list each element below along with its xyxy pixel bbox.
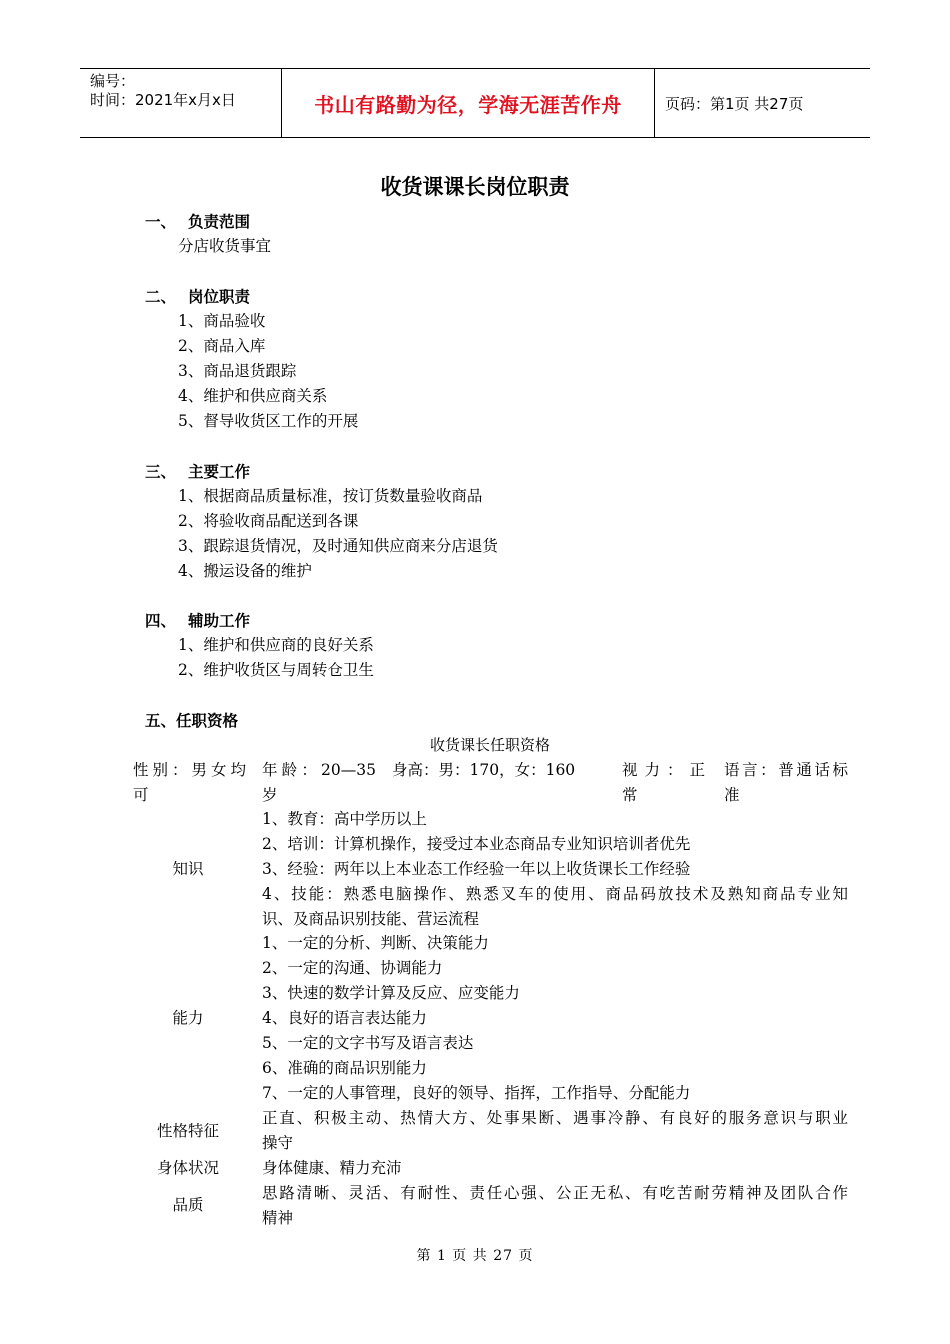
- vision-cell: [622, 758, 705, 808]
- quality-line: 精神: [262, 1209, 294, 1227]
- knowledge-line: 识、及商品识别技能、营运流程: [262, 910, 480, 928]
- vision-line: 常: [622, 786, 638, 804]
- knowledge-content: [262, 807, 848, 932]
- ability-label: 能力: [172, 1009, 204, 1027]
- ability-line: 3、快速的数学计算及反应、应变能力: [262, 984, 520, 1002]
- header-motto: 书山有路勤为径，学海无涯苦作舟: [314, 93, 622, 117]
- gender-cell: [133, 758, 246, 808]
- section-heading: [145, 209, 250, 234]
- table-caption: 收货课长任职资格: [429, 736, 550, 754]
- date-label: 时间：2021年x月x日: [90, 91, 236, 109]
- language-line: 准: [724, 786, 740, 804]
- height-cell: 身高：男：170，女：160: [392, 761, 576, 779]
- quality-line: 思路清晰、灵活、有耐性、责任心强、公正无私、有吃苦耐劳精神及团队合作: [262, 1184, 848, 1202]
- header-left-cell: [90, 72, 236, 110]
- document-header: [80, 68, 870, 138]
- ability-line: 4、良好的语言表达能力: [262, 1009, 427, 1027]
- header-divider: [654, 69, 655, 137]
- section-number: 二、: [145, 287, 177, 306]
- serial-number-label: 编号：: [90, 72, 136, 90]
- knowledge-line: 3、经验：两年以上本业态工作经验一年以上收货课长工作经验: [262, 860, 691, 878]
- knowledge-line: 1、教育：高中学历以上: [262, 810, 427, 828]
- personality-content: [262, 1106, 848, 1156]
- quality-label: 品质: [172, 1196, 204, 1214]
- list-item: 分店收货事宜: [178, 237, 272, 255]
- list-item: 1、根据商品质量标准，按订货数量验收商品: [178, 487, 483, 505]
- section-number: 四、: [145, 611, 177, 630]
- list-item: 2、维护收货区与周转仓卫生: [178, 661, 374, 679]
- knowledge-line: 2、培训：计算机操作，接受过本业态商品专业知识培训者优先: [262, 835, 691, 853]
- ability-line: 2、一定的沟通、协调能力: [262, 959, 443, 977]
- language-cell: [724, 758, 848, 808]
- list-item: 3、商品退货跟踪: [178, 362, 297, 380]
- ability-line: 5、一定的文字书写及语言表达: [262, 1034, 474, 1052]
- list-item: 2、商品入库: [178, 337, 266, 355]
- ability-line: 7、一定的人事管理，良好的领导、指挥，工作指导、分配能力: [262, 1084, 691, 1102]
- ability-content: [262, 931, 848, 1106]
- health-label: 身体状况: [156, 1159, 219, 1177]
- section-title: 岗位职责: [188, 287, 251, 306]
- age-line: 年龄：20—35: [262, 761, 376, 779]
- section-heading: 五、任职资格: [145, 711, 239, 730]
- personality-label: 性格特征: [156, 1122, 219, 1140]
- health-content: 身体健康、精力充沛: [262, 1159, 402, 1177]
- section-heading: [145, 284, 250, 309]
- list-item: 3、跟踪退货情况，及时通知供应商来分店退货: [178, 537, 498, 555]
- knowledge-line: 4、技能：熟悉电脑操作、熟悉叉车的使用、商品码放技术及熟知商品专业知: [262, 885, 848, 903]
- vision-line: 视力：正: [622, 761, 705, 779]
- page-footer: 第 1 页 共 27 页: [416, 1248, 534, 1264]
- list-item: 1、商品验收: [178, 312, 266, 330]
- section-title: 主要工作: [188, 462, 251, 481]
- section-number: 三、: [145, 462, 177, 481]
- section-number: 一、: [145, 212, 177, 231]
- language-line: 语言：普通话标: [724, 761, 848, 779]
- section-heading: [145, 608, 250, 633]
- gender-line: 性别：男女均: [133, 761, 246, 779]
- list-item: 4、搬运设备的维护: [178, 562, 312, 580]
- gender-line: 可: [133, 786, 149, 804]
- age-line: 岁: [262, 786, 278, 804]
- document-title: 收货课课长岗位职责: [380, 174, 570, 199]
- section-title: 负责范围: [188, 212, 251, 231]
- header-page-info: 页码：第1页 共27页: [665, 95, 804, 113]
- section-heading: [145, 459, 250, 484]
- list-item: 1、维护和供应商的良好关系: [178, 636, 374, 654]
- list-item: 2、将验收商品配送到各课: [178, 512, 359, 530]
- ability-line: 6、准确的商品识别能力: [262, 1059, 427, 1077]
- knowledge-label: 知识: [172, 860, 204, 878]
- section-title: 辅助工作: [188, 611, 251, 630]
- quality-content: [262, 1181, 848, 1231]
- list-item: 4、维护和供应商关系: [178, 387, 328, 405]
- ability-line: 1、一定的分析、判断、决策能力: [262, 934, 489, 952]
- age-cell: [262, 758, 376, 808]
- list-item: 5、督导收货区工作的开展: [178, 412, 359, 430]
- personality-line: 操守: [262, 1134, 294, 1152]
- personality-line: 正直、积极主动、热情大方、处事果断、遇事冷静、有良好的服务意识与职业: [262, 1109, 848, 1127]
